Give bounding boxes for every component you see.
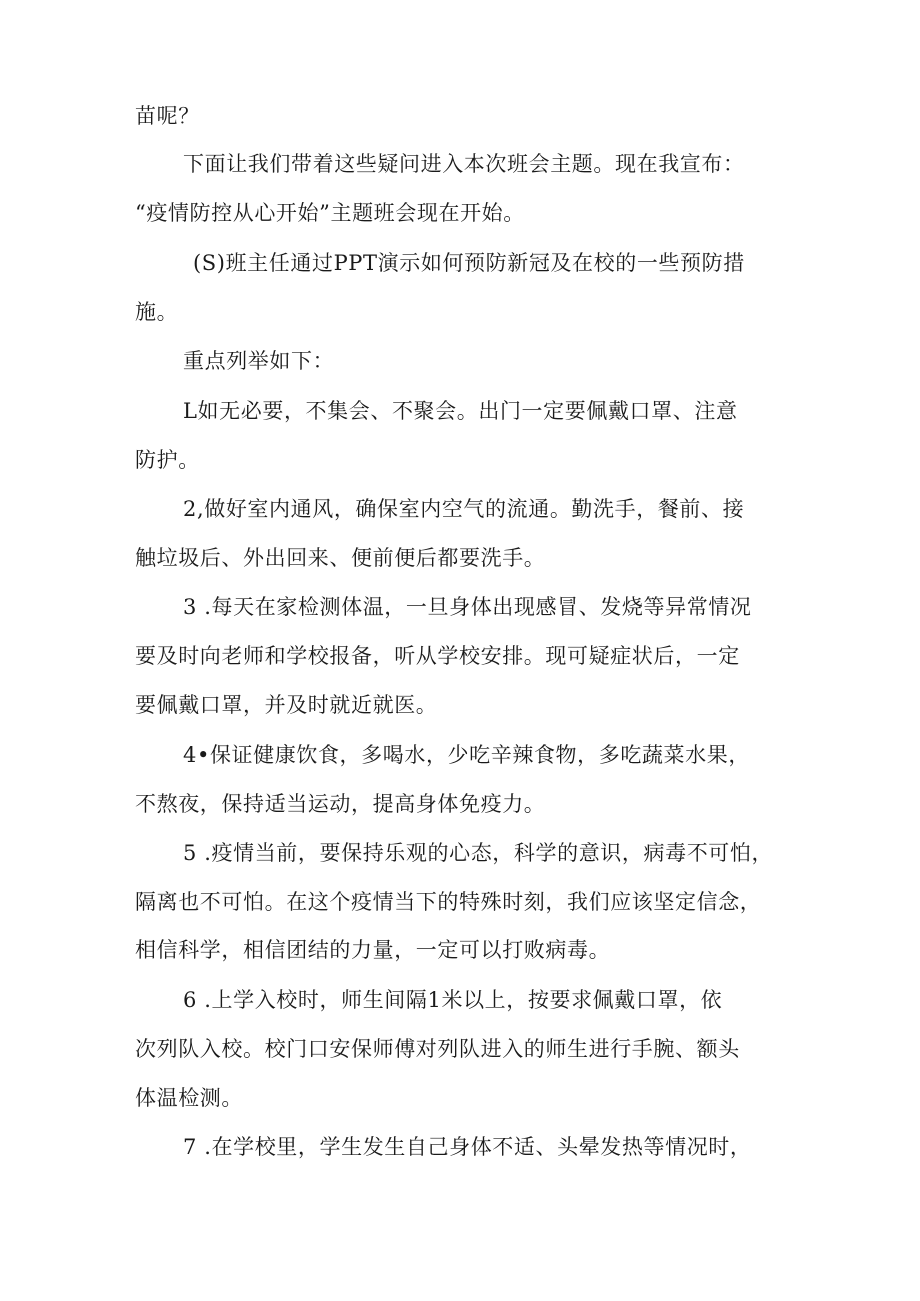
text-line-content: 6 .上学入校时，师生间隔1米以上，按要求佩戴口罩，依 — [183, 988, 723, 1012]
text-line — [0, 1083, 920, 1113]
text-line-content: 7 .在学校里，学生发生自己身体不适、头晕发热等情况时， — [183, 1135, 752, 1159]
text-line-content: 施。 — [135, 300, 179, 324]
text-line — [0, 935, 920, 965]
text-line-content: 要佩戴口罩，并及时就近就医。 — [135, 693, 438, 717]
text-line — [0, 690, 920, 720]
text-line — [0, 198, 920, 228]
text-line — [0, 1132, 920, 1162]
text-line-content: 相信科学，相信团结的力量，一定可以打败病毒。 — [135, 938, 611, 962]
text-line — [0, 838, 920, 868]
text-line-content: 防护。 — [135, 448, 200, 472]
text-line — [0, 641, 920, 671]
text-line-content: “疫情防控从心开始”主题班会现在开始。 — [135, 201, 525, 225]
text-line-content: 3 .每天在家检测体温，一旦身体出现感冒、发烧等异常情况 — [183, 595, 752, 619]
text-line-content: L如无必要，不集会、不聚会。出门一定要佩戴口罩、注意 — [183, 399, 738, 423]
text-line — [0, 985, 920, 1015]
text-line — [0, 494, 920, 524]
text-line-content: 2,做好室内通风，确保室内空气的流通。勤洗手，餐前、接 — [183, 497, 745, 521]
text-line — [0, 543, 920, 573]
text-line — [0, 297, 920, 327]
text-line — [0, 149, 920, 179]
text-line — [0, 346, 920, 376]
text-line-content: 重点列举如下： — [183, 349, 335, 373]
text-line-content: 体温检测。 — [135, 1086, 243, 1110]
text-line-content: 要及时向老师和学校报备，听从学校安排。现可疑症状后，一定 — [135, 644, 740, 668]
text-line — [0, 1034, 920, 1064]
text-line — [0, 740, 920, 770]
text-line-content: 下面让我们带着这些疑问进入本次班会主题。现在我宣布： — [183, 152, 745, 176]
text-line — [0, 887, 920, 917]
text-line-content: 次列队入校。校门口安保师傅对列队进入的师生进行手腕、额头 — [135, 1037, 740, 1061]
text-line — [0, 592, 920, 622]
text-line — [0, 789, 920, 819]
text-line-content: 触垃圾后、外出回来、便前便后都要洗手。 — [135, 546, 546, 570]
text-line — [0, 396, 920, 426]
text-line — [0, 101, 920, 131]
text-line — [0, 248, 920, 278]
text-line-content: (S)班主任通过PPT演示如何预防新冠及在校的一些预防措 — [193, 251, 745, 275]
text-line-content: 5 .疫情当前，要保持乐观的心态，科学的意识，病毒不可怕， — [183, 841, 774, 865]
text-line-content: 隔离也不可怕。在这个疫情当下的特殊时刻，我们应该坚定信念， — [135, 890, 762, 914]
text-line-content: 苗呢？ — [135, 104, 200, 128]
text-line-content: 4•保证健康饮食，多喝水，少吃辛辣食物，多吃蔬菜水果， — [183, 743, 750, 767]
text-line-content: 不熬夜，保持适当运动，提高身体免疫力。 — [135, 792, 546, 816]
text-line — [0, 445, 920, 475]
